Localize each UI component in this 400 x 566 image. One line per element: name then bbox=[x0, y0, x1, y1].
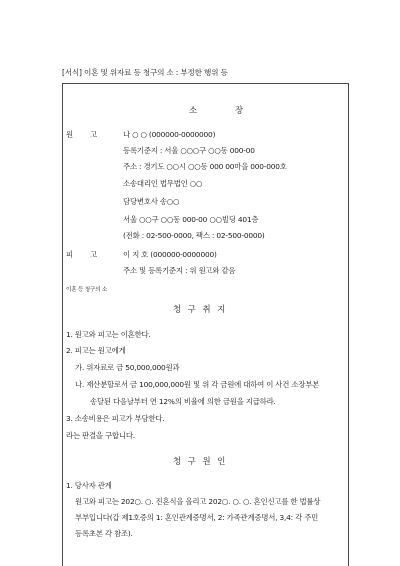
cause-item: 원고와 피고는 202○. ○. 진혼식을 올리고 202○. ○. ○. 혼인신고를 한 법률상 bbox=[75, 497, 321, 506]
cause-item: 부부입니다(갑 제1호증의 1: 혼인관계증명서, 2: 가족관계증명서, 3,4: 각 주민 bbox=[75, 513, 319, 522]
plaintiff-address: 주소 : 경기도 ○○시 ○○동 000 00마을 000-000호 bbox=[123, 162, 287, 171]
plaintiff-counsel-lawyer: 담당변호사 송○○ bbox=[123, 197, 180, 206]
case-name: 이혼 등 청구의 소 bbox=[66, 287, 108, 293]
claim-item: 3. 소송비용은 피고가 부담한다. bbox=[66, 414, 165, 423]
plaintiff-role-left: 원 bbox=[66, 130, 73, 139]
cause-item: 등록초본 각 참조). bbox=[75, 529, 133, 538]
claim-item: 2. 피고는 원고에게 bbox=[66, 346, 126, 355]
claim-item: 라는 판결을 구합니다. bbox=[66, 431, 135, 440]
document-frame bbox=[62, 83, 349, 566]
plaintiff-counsel-address: 서울 ○○구 ○○동 000-00 ○○빌딩 401층 bbox=[123, 215, 259, 224]
plaintiff-counsel-phone: (전화 : 02-500-0000, 팩스 : 02-500-0000) bbox=[123, 231, 265, 240]
cause-heading: 청 구 원 인 bbox=[173, 456, 228, 466]
claim-item: 1. 원고와 피고는 이혼한다. bbox=[66, 330, 151, 339]
title-char-left: 소 bbox=[189, 105, 198, 115]
plaintiff-counsel-firm: 소송대리인 법무법인 ○○ bbox=[123, 179, 203, 188]
claim-heading: 청 구 취 지 bbox=[173, 304, 228, 314]
defendant-name: 이 지 호 (000000-0000000) bbox=[123, 250, 217, 259]
cause-item: 1. 당사자 관계 bbox=[66, 481, 112, 490]
defendant-address: 주소 및 등록기준지 : 위 원고와 같음 bbox=[123, 266, 236, 275]
claim-item: 나. 재산분할로서 금 100,000,000원 및 위 각 금원에 대하여 이 사건 소장부본 bbox=[75, 380, 320, 389]
claim-item: 송달된 다음날부터 연 12%의 비율에 의한 금원을 지급하라. bbox=[90, 397, 276, 406]
title-char-right: 장 bbox=[235, 105, 244, 115]
document-header-label: [서식] 이혼 및 위자료 등 청구의 소 : 부정한 행위 등 bbox=[62, 68, 228, 77]
plaintiff-registry: 등록기준지 : 서울 ○○○구 ○○동 000-00 bbox=[123, 146, 255, 155]
defendant-role-left: 피 bbox=[66, 250, 73, 259]
plaintiff-role-right: 고 bbox=[90, 130, 97, 139]
claim-item: 가. 위자료로 금 50,000,000원과 bbox=[75, 363, 180, 372]
plaintiff-name: 나 ○ ○ (000000-0000000) bbox=[123, 130, 216, 139]
defendant-role-right: 고 bbox=[90, 250, 97, 259]
